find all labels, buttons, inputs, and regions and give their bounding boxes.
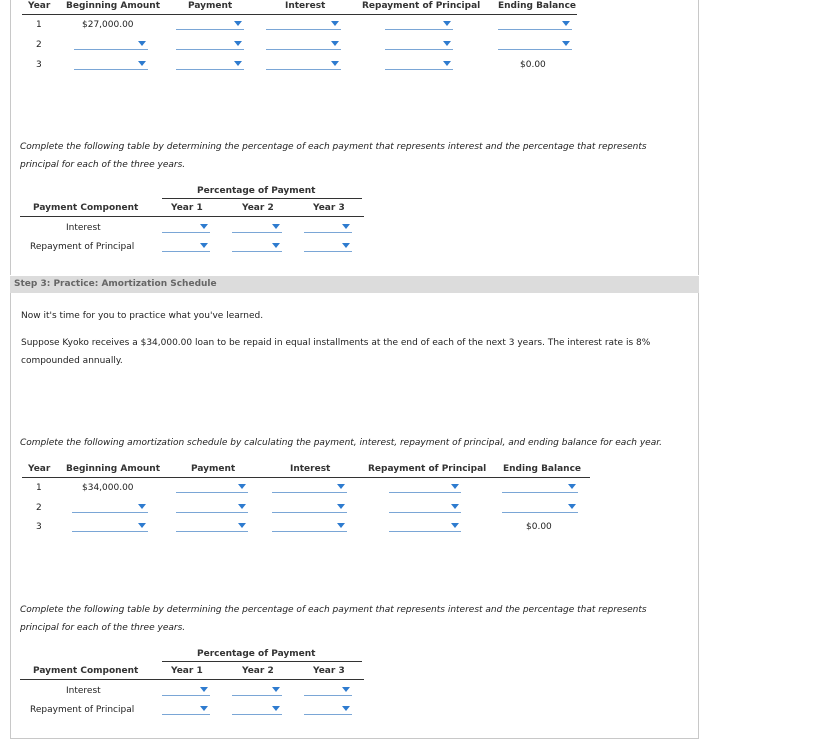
- col-payment-header: Payment: [188, 1, 233, 11]
- interest-pct-y1[interactable]: [162, 684, 210, 696]
- step3-scenario: Suppose Kyoko receives a $34,000.00 loan to be repaid in equal installments at the end of each of the next 3 years. The interest rate is 8% compounded annually.: [21, 338, 651, 366]
- ending-dropdown-y2[interactable]: [498, 38, 572, 50]
- chevron-down-icon: [138, 504, 146, 509]
- col-year-header: Year: [28, 464, 51, 474]
- ending-dropdown-y1[interactable]: [502, 481, 578, 493]
- repayment-dropdown-y3[interactable]: [389, 520, 461, 532]
- chevron-down-icon: [337, 504, 345, 509]
- chevron-down-icon: [272, 243, 280, 248]
- beginning-dropdown-y2[interactable]: [72, 501, 148, 513]
- interest-pct-y3[interactable]: [304, 684, 352, 696]
- row-year: 3: [36, 522, 42, 532]
- chevron-down-icon: [272, 224, 280, 229]
- chevron-down-icon: [451, 523, 459, 528]
- repayment-dropdown-y1[interactable]: [389, 481, 461, 493]
- ending-balance-value: $0.00: [526, 522, 552, 532]
- chevron-down-icon: [342, 687, 350, 692]
- row-year: 2: [36, 40, 42, 50]
- row-year: 1: [36, 483, 42, 493]
- payment-dropdown-y3[interactable]: [176, 520, 248, 532]
- pct-instruction-1: Complete the following table by determining the percentage of each payment that represents interest and the percentage that represents principal for each of the three years.: [20, 142, 647, 170]
- interest-row-label: Interest: [66, 223, 101, 233]
- col-interest-header: Interest: [285, 1, 326, 11]
- interest-dropdown-y3[interactable]: [272, 520, 347, 532]
- chevron-down-icon: [342, 243, 350, 248]
- year2-header: Year 2: [242, 666, 274, 676]
- interest-dropdown-y2[interactable]: [272, 501, 347, 513]
- col-repayment-header: Repayment of Principal: [368, 464, 487, 474]
- row-year: 3: [36, 60, 42, 70]
- interest-row-label: Interest: [66, 686, 101, 696]
- chevron-down-icon: [568, 484, 576, 489]
- chevron-down-icon: [138, 61, 146, 66]
- repayment-row-label: Repayment of Principal: [30, 705, 135, 715]
- chevron-down-icon: [238, 484, 246, 489]
- ending-dropdown-y1[interactable]: [498, 18, 572, 30]
- repayment-pct-y3[interactable]: [304, 703, 352, 715]
- step3-title: Step 3: Practice: Amortization Schedule: [10, 276, 699, 293]
- payment-dropdown-y1[interactable]: [176, 18, 244, 30]
- interest-dropdown-y1[interactable]: [266, 18, 341, 30]
- component-header: Payment Component: [33, 666, 139, 676]
- chevron-down-icon: [342, 224, 350, 229]
- repayment-row-label: Repayment of Principal: [30, 242, 135, 252]
- col-payment-header: Payment: [191, 464, 236, 474]
- payment-dropdown-y2[interactable]: [176, 501, 248, 513]
- interest-dropdown-y3[interactable]: [266, 58, 341, 70]
- chevron-down-icon: [451, 504, 459, 509]
- beginning-dropdown-y2[interactable]: [74, 38, 148, 50]
- col-year-header: Year: [28, 1, 51, 11]
- year3-header: Year 3: [313, 203, 345, 213]
- year2-header: Year 2: [242, 203, 274, 213]
- payment-dropdown-y1[interactable]: [176, 481, 248, 493]
- pct-group-header: Percentage of Payment: [197, 186, 316, 196]
- repayment-dropdown-y2[interactable]: [389, 501, 461, 513]
- step3-instruction: Complete the following amortization schedule by calculating the payment, interest, repayment of principal, and ending balance for each year.: [20, 438, 662, 448]
- beginning-amount-value: $27,000.00: [82, 20, 134, 30]
- chevron-down-icon: [562, 41, 570, 46]
- chevron-down-icon: [337, 484, 345, 489]
- col-repayment-header: Repayment of Principal: [362, 1, 481, 11]
- repayment-dropdown-y2[interactable]: [385, 38, 453, 50]
- interest-pct-y1[interactable]: [162, 221, 210, 233]
- chevron-down-icon: [200, 687, 208, 692]
- repayment-pct-y2[interactable]: [232, 703, 282, 715]
- chevron-down-icon: [200, 706, 208, 711]
- col-ending-header: Ending Balance: [503, 464, 582, 474]
- chevron-down-icon: [234, 41, 242, 46]
- chevron-down-icon: [200, 243, 208, 248]
- repayment-pct-y1[interactable]: [162, 240, 210, 252]
- chevron-down-icon: [342, 706, 350, 711]
- col-ending-header: Ending Balance: [498, 1, 577, 11]
- interest-dropdown-y2[interactable]: [266, 38, 341, 50]
- chevron-down-icon: [138, 41, 146, 46]
- chevron-down-icon: [200, 224, 208, 229]
- chevron-down-icon: [238, 504, 246, 509]
- chevron-down-icon: [331, 41, 339, 46]
- chevron-down-icon: [234, 21, 242, 26]
- group-rule: [162, 198, 362, 199]
- pct-group-header: Percentage of Payment: [197, 649, 316, 659]
- chevron-down-icon: [451, 484, 459, 489]
- year1-header: Year 1: [171, 666, 203, 676]
- repayment-pct-y2[interactable]: [232, 240, 282, 252]
- header-rule: [20, 679, 364, 680]
- repayment-pct-y3[interactable]: [304, 240, 352, 252]
- chevron-down-icon: [443, 41, 451, 46]
- col-beginning-header: Beginning Amount: [66, 1, 161, 11]
- chevron-down-icon: [331, 61, 339, 66]
- row-year: 1: [36, 20, 42, 30]
- beginning-dropdown-y3[interactable]: [72, 520, 148, 532]
- chevron-down-icon: [272, 706, 280, 711]
- repayment-dropdown-y3[interactable]: [385, 58, 453, 70]
- interest-dropdown-y1[interactable]: [272, 481, 347, 493]
- chevron-down-icon: [234, 61, 242, 66]
- repayment-dropdown-y1[interactable]: [385, 18, 453, 30]
- year1-header: Year 1: [171, 203, 203, 213]
- interest-pct-y2[interactable]: [232, 684, 282, 696]
- ending-balance-value: $0.00: [520, 60, 546, 70]
- chevron-down-icon: [238, 523, 246, 528]
- chevron-down-icon: [337, 523, 345, 528]
- header-rule: [22, 477, 590, 478]
- chevron-down-icon: [331, 21, 339, 26]
- col-interest-header: Interest: [290, 464, 331, 474]
- payment-dropdown-y2[interactable]: [176, 38, 244, 50]
- col-beginning-header: Beginning Amount: [66, 464, 161, 474]
- chevron-down-icon: [443, 61, 451, 66]
- chevron-down-icon: [568, 504, 576, 509]
- chevron-down-icon: [138, 523, 146, 528]
- repayment-pct-y1[interactable]: [162, 703, 210, 715]
- interest-pct-y3[interactable]: [304, 221, 352, 233]
- group-rule: [162, 661, 362, 662]
- step3-intro: Now it's time for you to practice what you've learned.: [21, 311, 264, 321]
- beginning-amount-value: $34,000.00: [82, 483, 134, 493]
- component-header: Payment Component: [33, 203, 139, 213]
- chevron-down-icon: [272, 687, 280, 692]
- header-rule: [22, 14, 577, 15]
- year3-header: Year 3: [313, 666, 345, 676]
- interest-pct-y2[interactable]: [232, 221, 282, 233]
- header-rule: [20, 216, 364, 217]
- chevron-down-icon: [562, 21, 570, 26]
- payment-dropdown-y3[interactable]: [176, 58, 244, 70]
- chevron-down-icon: [443, 21, 451, 26]
- beginning-dropdown-y3[interactable]: [74, 58, 148, 70]
- row-year: 2: [36, 503, 42, 513]
- ending-dropdown-y2[interactable]: [502, 501, 578, 513]
- pct-instruction-2: Complete the following table by determining the percentage of each payment that represents interest and the percentage that represents principal for each of the three years.: [20, 605, 647, 633]
